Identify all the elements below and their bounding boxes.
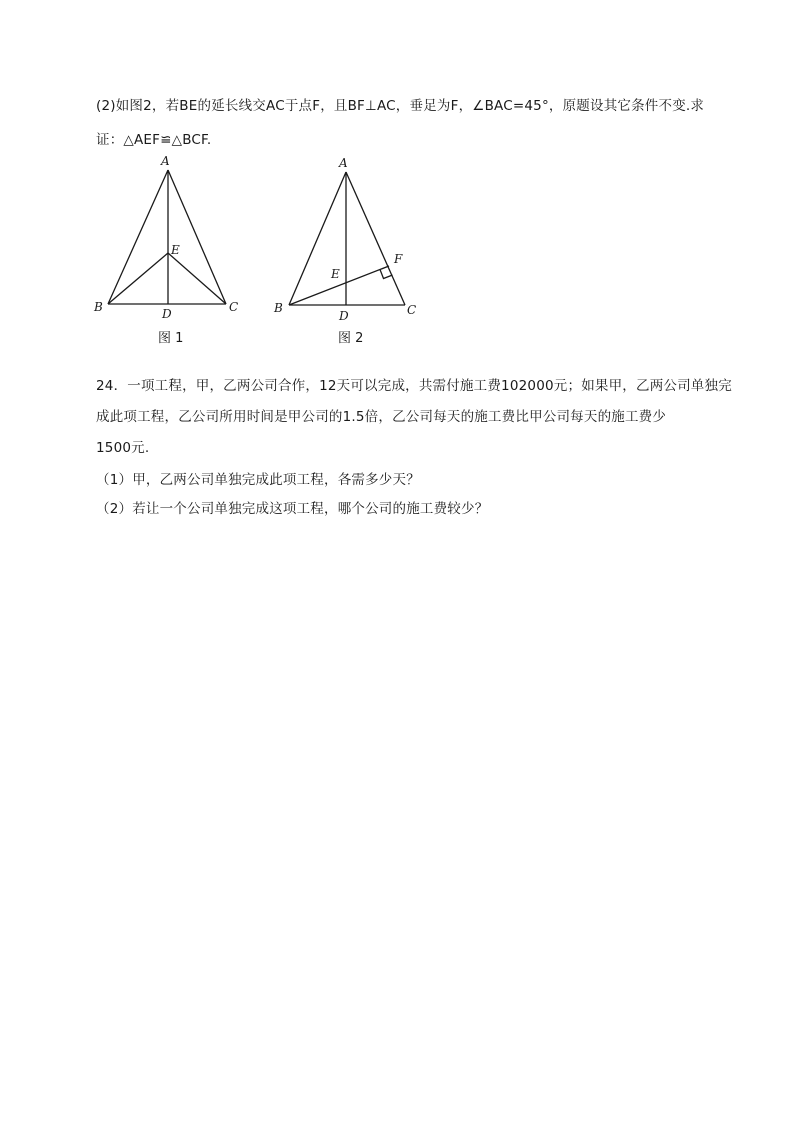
fig1-label-c: C bbox=[229, 300, 239, 314]
fig1-label-d: D bbox=[162, 307, 172, 321]
q24-part1: （1）甲，乙两公司单独完成此项工程，各需多少天？ bbox=[96, 472, 420, 488]
fig2-caption: 图 2 bbox=[338, 331, 364, 346]
q24-line1: 24．一项工程，甲，乙两公司合作，12天可以完成，共需付施工费102000元；如果甲，乙两公司单独完 bbox=[96, 378, 732, 394]
fig2-side-ac bbox=[346, 172, 405, 305]
fig2-label-e: E bbox=[331, 267, 340, 281]
figure-1-svg bbox=[90, 152, 250, 347]
fig1-segment-be bbox=[108, 253, 168, 304]
fig2-label-c: C bbox=[407, 303, 417, 317]
fig2-label-d: D bbox=[339, 309, 349, 323]
figure-1 bbox=[90, 152, 250, 347]
figure-2 bbox=[270, 152, 430, 347]
fig2-label-b: B bbox=[274, 301, 283, 315]
q24-line3: 1500元. bbox=[96, 440, 150, 456]
fig2-side-ab bbox=[289, 172, 346, 305]
fig1-label-e: E bbox=[171, 243, 180, 257]
q24-line2: 成此项工程，乙公司所用时间是甲公司的1.5倍，乙公司每天的施工费比甲公司每天的施工费少 bbox=[96, 409, 667, 425]
figure-2-svg bbox=[270, 152, 430, 347]
fig1-label-a: A bbox=[161, 154, 170, 168]
fig1-side-ac bbox=[168, 170, 226, 304]
fig1-label-b: B bbox=[94, 300, 103, 314]
fig1-side-ab bbox=[108, 170, 168, 304]
q23-part2-line1: (2)如图2，若BE的延长线交AC于点F，且BF⊥AC，垂足为F，∠BAC=45°，原题设其它条件不变.求 bbox=[96, 98, 705, 114]
fig1-segment-ce bbox=[168, 253, 226, 304]
fig1-caption: 图 1 bbox=[158, 331, 184, 346]
fig2-label-f: F bbox=[394, 252, 403, 266]
q23-part2-line2: 证：△AEF≌△BCF. bbox=[96, 132, 212, 148]
q24-part2: （2）若让一个公司单独完成这项工程，哪个公司的施工费较少？ bbox=[96, 501, 489, 517]
fig2-label-a: A bbox=[339, 156, 348, 170]
